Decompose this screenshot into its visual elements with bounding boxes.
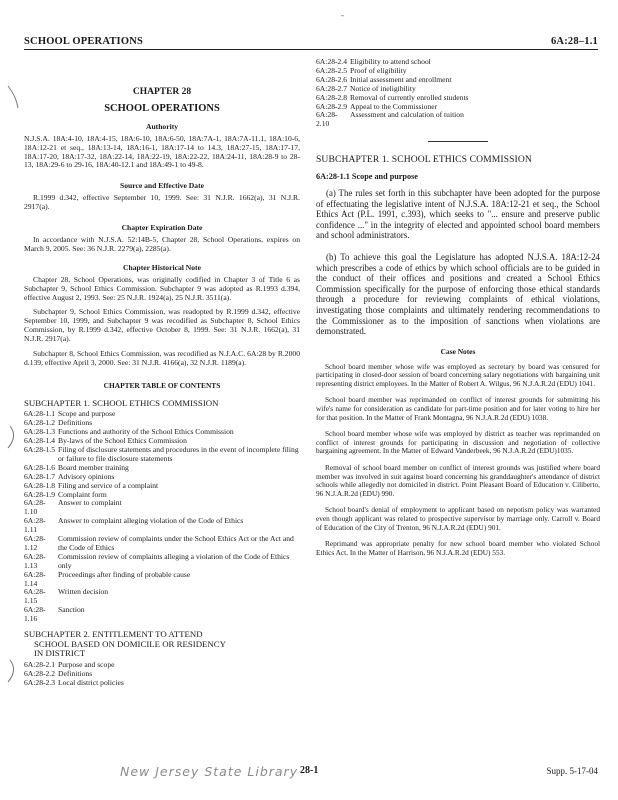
toc-entry bbox=[316, 111, 600, 129]
toc-entry bbox=[24, 588, 300, 606]
toc-subchapter-2-line: IN DISTRICT bbox=[34, 648, 86, 659]
case-note: School board's denial of employment to applicant based on nepotism policy was warranted even though applicant was related to prospective supervisor by marriage only. Carroll v. Board of Education of the City of Trenton, 96 N.J.A.R.2d (EDU) 901. bbox=[316, 505, 600, 532]
toc-entry-title: Commission review of complaints alleging a violation of the Code of Ethics only bbox=[58, 551, 290, 570]
toc-subchapter-2-line: SUBCHAPTER 2. ENTITLEMENT TO ATTEND bbox=[24, 629, 203, 640]
toc-entry-number: 6A:28-2.6 bbox=[316, 74, 348, 84]
paragraph-a: (a) The rules set forth in this subchapter have been adopted for the purpose of effectuating the legislative intent of N.J.S.A. 18A:12-21 et seq., the School Ethics Act (P.L. 1991, c.393), which seeks to "... ensure and preserve public confidence ..." in the integrity of elected and appointed school board members and school administrators. bbox=[316, 188, 600, 241]
section-heading: 6A:28-1.1 Scope and purpose bbox=[316, 172, 418, 182]
toc-entry-number: 6A:28-2.3 bbox=[24, 677, 56, 687]
toc-entry-title: Complaint form bbox=[58, 489, 107, 499]
toc-entry bbox=[24, 535, 300, 553]
authority-text: N.J.S.A. 18A:4-10, 18A:4-15, 18A:6-10, 18A:6-50, 18A:7A-1, 18A:7A-11.1, 18A:10-6, 18A:12-21 et seq., 18A:13-14, 18A:16-1, 18A:17-14 to 14.3, 18A:27-15, 18A:17-17, 18A:17-20, 18A:17-32, 18A:22-14, 18A:22-19, 18A:22-22, 18A:24-11, 18A:28-9 to 28-13, 18A:29-6 to 29-16, 18A:40-12.1 and 18A:49-1 to 49-8. bbox=[24, 133, 300, 170]
toc-entry-number: 6A:28-2.1 bbox=[24, 659, 56, 669]
toc-entry-title: Local district policies bbox=[58, 677, 124, 687]
case-note: School board member whose wife was employed by district as teacher was reprimanded on conflict of interest grounds for participating in discussion and negotiation of collective bargaining agreement. In the Matter of Edward Vanderbeek, 96 N.J.A.R.2d (EDU)1035. bbox=[316, 429, 600, 456]
toc-subchapter-1: SUBCHAPTER 1. SCHOOL ETHICS COMMISSION bbox=[24, 397, 219, 408]
toc-entry-title: Proceedings after finding of probable cause bbox=[58, 569, 191, 579]
toc-entry-number: 6A:28-2.7 bbox=[316, 83, 348, 93]
chapter-title: SCHOOL OPERATIONS bbox=[104, 102, 220, 114]
case-notes-list bbox=[316, 363, 600, 558]
margin-bracket-mark bbox=[6, 84, 20, 110]
history-paragraph: Subchapter 8, School Ethics Commission, was recodified as N.J.A.C. 6A:28 by R.2000 d.139, effective April 3, 2000. See: 31 N.J.R. 4166(a), 32 N.J.R. 1189(a). bbox=[24, 349, 300, 367]
toc-entry-title: Answer to complaint alleging violation of the Code of Ethics bbox=[58, 516, 244, 526]
case-note: Reprimand was appropriate penalty for new school board member who violated School Ethics Act. In the Matter of Harrison, 96 N.J.A.R.2d (EDU) 553. bbox=[316, 539, 600, 557]
toc-heading: CHAPTER TABLE OF CONTENTS bbox=[103, 380, 221, 390]
toc-entry-title: Removal of currently enrolled students bbox=[350, 92, 469, 102]
history-paragraph: Chapter 28, School Operations, was originally codified in Chapter 3 of Title 6 as Subchapter 9, School Ethics Commission. Subchapter 9 was adopted as R.1993 d.394, effective August 2, 1993. See: 25 N.J.R. 1924(a), 25 N.J.R. 3511(a). bbox=[24, 274, 300, 302]
toc-entry-number: 6A:28-1.2 bbox=[24, 418, 56, 428]
toc-entry bbox=[24, 571, 300, 589]
toc-entry-title: Filing of disclosure statements and procedures in the event of incomplete filing or failure to file disclosure statements bbox=[58, 444, 299, 463]
margin-bracket-mark bbox=[6, 658, 20, 684]
authority-heading: Authority bbox=[145, 121, 179, 131]
toc-entry-title: Sanction bbox=[58, 605, 85, 615]
toc-entry-title: Commission review of complaints under the School Ethics Act or the Act and the Code of Ethics bbox=[58, 534, 294, 552]
divider-rule bbox=[428, 141, 488, 142]
expiration-heading: Chapter Expiration Date bbox=[121, 223, 203, 233]
toc-list-subchapter-1 bbox=[24, 410, 300, 624]
header-title: SCHOOL OPERATIONS bbox=[24, 36, 144, 47]
toc-entry-title: Definitions bbox=[58, 418, 93, 428]
header-section-number: 6A:28–1.1 bbox=[550, 36, 598, 47]
toc-entry-title: Proof of eligibility bbox=[350, 65, 407, 75]
toc-entry-number: 6A:28-2.4 bbox=[316, 57, 348, 66]
case-note: Removal of school board member on conflict of interest grounds was justified where board member was involved in suit against board concerning his granddaughter's attendance of district schools while allegedly not domiciled in district. Point Pleasant Board of Education v. Ciliberto, 96 N.J.A.R.2d (EDU) 990. bbox=[316, 463, 600, 498]
toc-entry-number: 6A:28-1.14 bbox=[24, 569, 46, 588]
toc-entry-number: 6A:28-1.1 bbox=[24, 409, 56, 419]
case-note: School board member was reprimanded on conflict of interest grounds for submitting his wife's name for consideration as candidate for part-time position and for later voting to hire her for that position. In the Matter of Frank Montagna, 96 N.J.A.R.2d (EDU) 1038. bbox=[316, 395, 600, 422]
toc-entry-number: 6A:28-2.9 bbox=[316, 101, 348, 111]
toc-entry-number: 6A:28-1.4 bbox=[24, 436, 56, 446]
margin-bracket-mark bbox=[6, 424, 20, 450]
expiration-text: In accordance with N.J.S.A. 52:14B-5, Chapter 28, School Operations, expires on March 9, 2005. See: 36 N.J.R. 2279(a), 2285(a). bbox=[24, 234, 300, 253]
toc-entry-title: Functions and authority of the School Ethics Commission bbox=[58, 427, 234, 437]
right-column bbox=[316, 58, 600, 565]
toc-entry-title: Board member training bbox=[58, 462, 129, 472]
chapter-label: CHAPTER 28 bbox=[132, 87, 192, 97]
paragraph-b: (b) To achieve this goal the Legislature has adopted N.J.S.A. 18A:12-24 which prescribes a code of ethics by which school officials are to be guided in the conduct of their offices and positions and created a School Ethics Commission specifically for the purpose of enforcing those ethical standards through a procedure for reviewing complaints of ethical violations, investigating those complaints and ultimately rendering recommendations to the Commissioner as to the imposition of sanctions when violations are demonstrated. bbox=[316, 252, 600, 337]
toc-entry bbox=[24, 679, 300, 688]
left-column bbox=[24, 60, 300, 688]
toc-entry bbox=[24, 606, 300, 624]
toc-entry-title: Initial assessment and enrollment bbox=[350, 74, 452, 84]
toc-entry bbox=[24, 517, 300, 535]
toc-entry-title: Assessment and calculation of tuition bbox=[350, 110, 464, 120]
toc-list-subchapter-2 bbox=[24, 661, 300, 688]
toc-entry-number: 6A:28-1.16 bbox=[24, 605, 46, 624]
supplement-date: Supp. 5-17-04 bbox=[546, 766, 598, 776]
toc-entry-title: Advisory opinions bbox=[58, 471, 115, 481]
toc-entry-number: 6A:28-2.5 bbox=[316, 65, 348, 75]
toc-list-continued bbox=[316, 58, 600, 129]
history-paragraph: Subchapter 9, School Ethics Commission, was readopted by R.1999 d.342, effective September 10, 1999, and Subchapter 9 was recodified as Subchapter 8, School Ethics Commission, by R.1999 d.342, effective October 8, 1999. See: 31 N.J.R. 1662(a), 31 N.J.R. 2917(a). bbox=[24, 307, 300, 344]
toc-entry-number: 6A:28-1.6 bbox=[24, 462, 56, 472]
toc-entry-title: Answer to complaint bbox=[58, 498, 122, 508]
toc-entry-number: 6A:28-1.9 bbox=[24, 489, 56, 499]
toc-entry-title: Filing and service of a complaint bbox=[58, 480, 159, 490]
toc-entry-number: 6A:28-1.7 bbox=[24, 471, 56, 481]
case-notes-heading: Case Notes bbox=[440, 346, 476, 356]
toc-entry-title: Scope and purpose bbox=[58, 409, 116, 419]
toc-entry-title: By-laws of the School Ethics Commission bbox=[58, 436, 187, 446]
source-heading: Source and Effective Date bbox=[119, 181, 204, 191]
toc-entry-title: Written decision bbox=[58, 587, 109, 597]
toc-entry-number: 6A:28-1.10 bbox=[24, 498, 46, 517]
toc-entry-number: 6A:28-2.2 bbox=[24, 668, 56, 678]
toc-entry bbox=[24, 499, 300, 517]
toc-entry bbox=[24, 553, 300, 571]
page-number: 28-1 bbox=[300, 765, 319, 776]
toc-entry-title: Purpose and scope bbox=[58, 659, 115, 669]
toc-entry-title: Appeal to the Commissioner bbox=[350, 101, 438, 111]
toc-entry bbox=[24, 446, 300, 464]
toc-entry-number: 6A:28-1.3 bbox=[24, 427, 56, 437]
toc-entry-number: 6A:28-1.5 bbox=[24, 444, 56, 454]
top-mark: - bbox=[341, 10, 344, 20]
toc-entry-number: 6A:28-1.12 bbox=[24, 534, 46, 552]
case-note: School board member whose wife was employed as secretary by board was censured for participating in closed-door session of board concerning salary negotiations with bargaining unit representing district employees. In the Matter of Robert A. Wilgus, 96 N.J.A.R.2d (EDU) 1041. bbox=[316, 361, 600, 388]
toc-entry-number: 6A:28-1.8 bbox=[24, 480, 56, 490]
toc-entry-title: Eligibility to attend school bbox=[350, 57, 431, 66]
source-text: R.1999 d.342, effective September 10, 1999. See: 31 N.J.R. 1662(a), 31 N.J.R. 2917(a). bbox=[24, 193, 300, 212]
toc-subchapter-2-line: SCHOOL BASED ON DOMICILE OR RESIDENCY bbox=[34, 638, 226, 649]
toc-entry-number: 6A:28-1.11 bbox=[24, 516, 46, 535]
toc-entry-number: 6A:28-1.15 bbox=[24, 587, 46, 606]
toc-subchapter-2 bbox=[24, 630, 300, 659]
toc-entry-title: Definitions bbox=[58, 668, 93, 678]
subchapter-heading: SUBCHAPTER 1. SCHOOL ETHICS COMMISSION bbox=[316, 154, 532, 166]
toc-entry-number: 6A:28-1.13 bbox=[24, 551, 46, 570]
toc-entry-number: 6A:28-2.10 bbox=[316, 110, 338, 129]
library-watermark: New Jersey State Library bbox=[120, 764, 299, 779]
toc-entry-number: 6A:28-2.8 bbox=[316, 92, 348, 102]
toc-entry-title: Notice of ineligibility bbox=[350, 83, 416, 93]
running-header bbox=[24, 33, 598, 50]
history-heading: Chapter Historical Note bbox=[123, 262, 201, 272]
